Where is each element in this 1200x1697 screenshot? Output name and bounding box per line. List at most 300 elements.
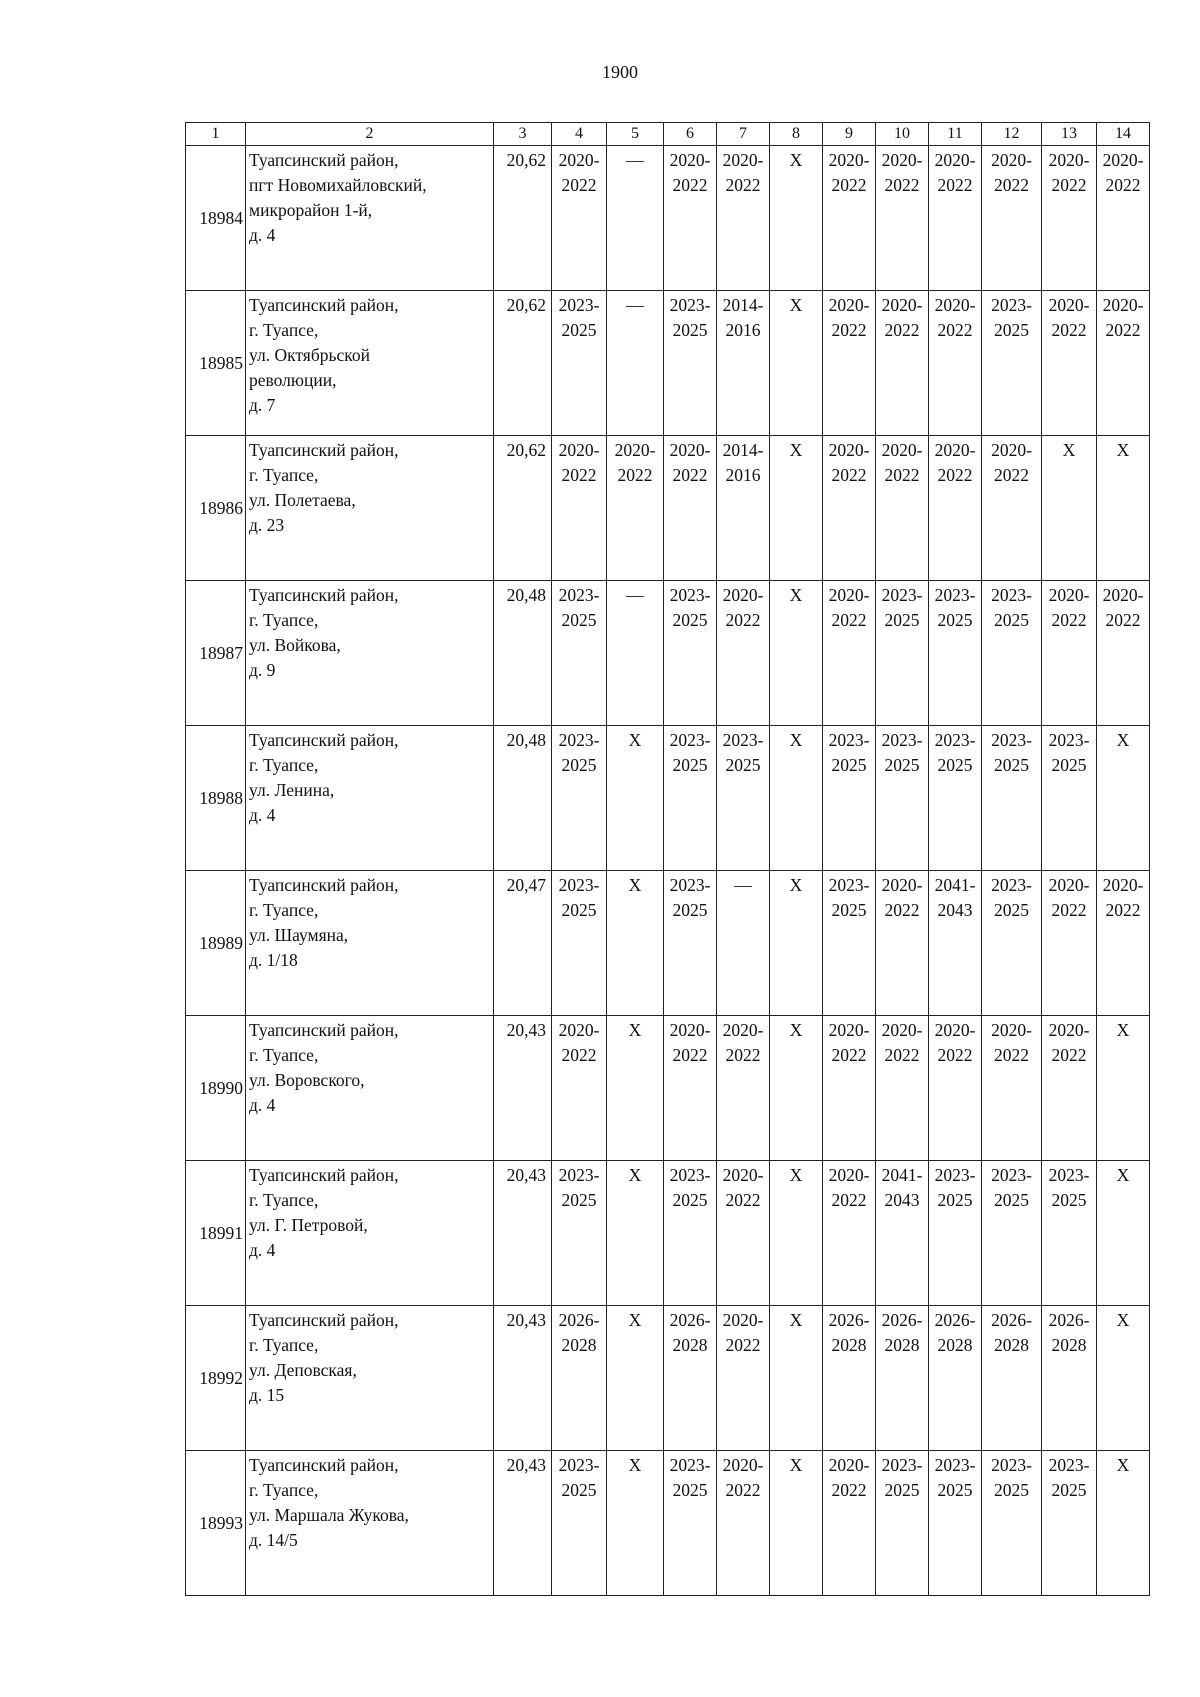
period-part: 2020- — [881, 295, 923, 315]
address-line: микрорайон 1-й, — [249, 200, 373, 220]
period-part: 2023- — [934, 585, 976, 605]
period-part: 2023- — [558, 1165, 600, 1185]
period-part: 2025 — [561, 610, 597, 630]
period-cell — [770, 291, 823, 436]
period-part: 2022 — [994, 175, 1029, 195]
area-cell: 20,43 — [494, 1016, 552, 1161]
period-cell — [607, 871, 664, 1016]
address-line: Туапсинский район, — [249, 585, 399, 605]
period-cell — [1097, 291, 1150, 436]
row-number: 18993 — [186, 1451, 246, 1596]
period-cell — [717, 1306, 770, 1451]
period-part: 2022 — [1051, 610, 1087, 630]
column-header: 2 — [246, 123, 494, 146]
table-body — [186, 146, 1150, 1596]
row-number: 18986 — [186, 436, 246, 581]
period-part: 2022 — [937, 465, 973, 485]
address-line: г. Туапсе, — [249, 465, 319, 485]
period-part: 2022 — [831, 1480, 867, 1500]
period-cell — [770, 1451, 823, 1596]
period-part: 2022 — [1105, 900, 1141, 920]
period-part: 2025 — [1051, 1480, 1087, 1500]
period-part: 2025 — [672, 900, 708, 920]
period-cell — [1042, 726, 1097, 871]
period-part: 2025 — [672, 1190, 708, 1210]
address-line: ул. Воровского, — [249, 1070, 365, 1090]
period-part: — — [626, 585, 644, 605]
period-cell — [1097, 1451, 1150, 1596]
period-part: 2025 — [884, 1480, 920, 1500]
period-part: Х — [789, 1455, 803, 1475]
period-cell — [664, 726, 717, 871]
column-header: 7 — [717, 123, 770, 146]
period-part: 2022 — [831, 610, 867, 630]
period-part: Х — [628, 875, 642, 895]
address-line: д. 15 — [249, 1385, 285, 1405]
period-cell — [876, 581, 929, 726]
period-part: 2023- — [1048, 730, 1090, 750]
period-part: 2023- — [669, 585, 711, 605]
period-part: 2022 — [725, 1045, 761, 1065]
address-line: Туапсинский район, — [249, 730, 399, 750]
period-part: 2020- — [991, 1020, 1032, 1040]
column-header: 11 — [929, 123, 982, 146]
period-part: 2028 — [884, 1335, 920, 1355]
period-cell — [1097, 871, 1150, 1016]
period-part: 2023- — [991, 585, 1032, 605]
column-header: 5 — [607, 123, 664, 146]
address-line: д. 9 — [249, 660, 276, 680]
period-part: 2022 — [561, 1045, 597, 1065]
period-cell — [876, 1306, 929, 1451]
address-line: г. Туапсе, — [249, 610, 319, 630]
period-cell — [823, 1451, 876, 1596]
address-line: г. Туапсе, — [249, 1045, 319, 1065]
period-cell — [770, 1306, 823, 1451]
period-part: 2022 — [937, 1045, 973, 1065]
address-line: д. 14/5 — [249, 1530, 298, 1550]
period-part: 2023- — [558, 1455, 600, 1475]
period-cell — [552, 1161, 607, 1306]
period-cell — [607, 1451, 664, 1596]
column-header: 6 — [664, 123, 717, 146]
period-part: 2020- — [881, 1020, 923, 1040]
period-part: Х — [789, 1020, 803, 1040]
row-number: 18992 — [186, 1306, 246, 1451]
period-cell — [552, 1016, 607, 1161]
column-header: 4 — [552, 123, 607, 146]
period-cell — [664, 1451, 717, 1596]
page-number: 1900 — [602, 62, 638, 82]
area-cell: 20,47 — [494, 871, 552, 1016]
address-line: д. 1/18 — [249, 950, 298, 970]
period-part: 2020- — [558, 440, 600, 460]
period-part: Х — [1116, 440, 1130, 460]
period-part: 2022 — [1105, 320, 1141, 340]
period-part: 2022 — [1105, 610, 1141, 630]
address-line: д. 23 — [249, 515, 285, 535]
period-part: 2023- — [991, 875, 1032, 895]
period-part: 2023- — [934, 730, 976, 750]
period-part: — — [626, 295, 644, 315]
table-row — [186, 1306, 1150, 1451]
period-part: 2026- — [669, 1310, 711, 1330]
period-cell — [1042, 1306, 1097, 1451]
period-part: 2023- — [991, 1455, 1032, 1475]
period-part: Х — [628, 1020, 642, 1040]
period-part: 2022 — [672, 175, 708, 195]
period-part: 2022 — [884, 465, 920, 485]
period-part: 2020- — [881, 440, 923, 460]
period-part: 2022 — [884, 320, 920, 340]
address-line: Туапсинский район, — [249, 440, 399, 460]
period-cell — [717, 871, 770, 1016]
period-cell — [823, 1306, 876, 1451]
period-cell — [1097, 1016, 1150, 1161]
table-row — [186, 871, 1150, 1016]
period-part: 2020- — [1102, 150, 1144, 170]
period-part: 2026- — [1048, 1310, 1090, 1330]
period-cell — [929, 726, 982, 871]
row-number: 18987 — [186, 581, 246, 726]
period-part: Х — [789, 730, 803, 750]
period-part: 2020- — [1048, 150, 1090, 170]
period-cell — [1097, 581, 1150, 726]
area-cell: 20,62 — [494, 291, 552, 436]
column-header: 1 — [186, 123, 246, 146]
period-cell — [552, 146, 607, 291]
period-cell — [929, 581, 982, 726]
period-cell — [607, 436, 664, 581]
area-cell: 20,48 — [494, 726, 552, 871]
table-row — [186, 1016, 1150, 1161]
period-part: 2025 — [994, 320, 1029, 340]
period-part: 2041- — [881, 1165, 923, 1185]
period-part: 2025 — [994, 900, 1029, 920]
area-cell: 20,62 — [494, 146, 552, 291]
address-line: д. 4 — [249, 1095, 276, 1115]
period-cell — [664, 291, 717, 436]
period-cell — [607, 1016, 664, 1161]
period-part: 2022 — [1051, 175, 1087, 195]
period-cell — [717, 436, 770, 581]
period-cell — [982, 1306, 1042, 1451]
period-part: — — [626, 150, 644, 170]
period-cell — [823, 1161, 876, 1306]
period-part: 2022 — [884, 1045, 920, 1065]
column-header: 8 — [770, 123, 823, 146]
period-cell — [1042, 871, 1097, 1016]
period-part: 2020- — [1102, 875, 1144, 895]
period-part: 2023- — [669, 730, 711, 750]
area-cell: 20,62 — [494, 436, 552, 581]
period-part: 2025 — [884, 755, 920, 775]
period-cell — [664, 1306, 717, 1451]
period-part: 2023- — [669, 1455, 711, 1475]
address-line: ул. Г. Петровой, — [249, 1215, 368, 1235]
period-cell — [770, 726, 823, 871]
period-cell — [552, 581, 607, 726]
column-header: 13 — [1042, 123, 1097, 146]
period-part: 2022 — [884, 175, 920, 195]
address-line: ул. Полетаева, — [249, 490, 356, 510]
period-cell — [552, 1451, 607, 1596]
period-part: 2020- — [828, 585, 870, 605]
address-cell — [246, 871, 494, 1016]
period-part: 2043 — [884, 1190, 920, 1210]
period-cell — [1042, 581, 1097, 726]
period-cell — [552, 1306, 607, 1451]
period-part: Х — [1116, 730, 1130, 750]
area-cell: 20,43 — [494, 1451, 552, 1596]
period-part: 2025 — [1051, 1190, 1087, 1210]
period-part: 2022 — [561, 175, 597, 195]
period-cell — [1042, 1161, 1097, 1306]
address-line: ул. Войкова, — [249, 635, 341, 655]
period-part: 2020- — [722, 1455, 764, 1475]
period-part: Х — [1062, 440, 1076, 460]
period-part: 2022 — [994, 1045, 1029, 1065]
period-part: 2023- — [669, 295, 711, 315]
period-part: 2022 — [831, 175, 867, 195]
period-part: 2025 — [994, 610, 1029, 630]
row-number: 18991 — [186, 1161, 246, 1306]
period-part: 2023- — [558, 295, 600, 315]
period-cell — [552, 436, 607, 581]
period-cell — [823, 581, 876, 726]
address-line: революции, — [249, 370, 337, 390]
period-cell — [929, 1306, 982, 1451]
period-part: 2023- — [881, 585, 923, 605]
period-part: 2020- — [614, 440, 656, 460]
period-part: 2022 — [725, 610, 761, 630]
period-part: 2025 — [725, 755, 761, 775]
period-part: 2023- — [558, 875, 600, 895]
period-cell — [770, 436, 823, 581]
period-cell — [717, 291, 770, 436]
table-row — [186, 581, 1150, 726]
period-cell — [552, 726, 607, 871]
period-cell — [664, 146, 717, 291]
period-part: 2022 — [994, 465, 1029, 485]
period-part: 2028 — [994, 1335, 1029, 1355]
period-cell — [929, 1161, 982, 1306]
period-part: Х — [789, 150, 803, 170]
period-cell — [664, 436, 717, 581]
period-cell — [823, 291, 876, 436]
area-cell: 20,48 — [494, 581, 552, 726]
period-cell — [982, 146, 1042, 291]
period-cell — [982, 291, 1042, 436]
address-line: г. Туапсе, — [249, 1190, 319, 1210]
period-part: 2014- — [722, 440, 764, 460]
address-cell — [246, 581, 494, 726]
address-line: ул. Шаумяна, — [249, 925, 349, 945]
address-line: г. Туапсе, — [249, 1335, 319, 1355]
period-part: 2028 — [1051, 1335, 1087, 1355]
period-part: 2020- — [558, 150, 600, 170]
period-part: 2020- — [934, 295, 976, 315]
period-part: 2020- — [934, 150, 976, 170]
period-cell — [876, 146, 929, 291]
column-header: 9 — [823, 123, 876, 146]
table-row — [186, 291, 1150, 436]
period-part: 2020- — [1102, 585, 1144, 605]
period-cell — [982, 1016, 1042, 1161]
period-part: 2023- — [934, 1455, 976, 1475]
period-part: 2025 — [561, 755, 597, 775]
address-cell — [246, 291, 494, 436]
period-part: 2026- — [828, 1310, 870, 1330]
period-cell — [717, 146, 770, 291]
address-line: ул. Деповская, — [249, 1360, 357, 1380]
period-part: 2020- — [934, 440, 976, 460]
period-cell — [607, 291, 664, 436]
period-part: Х — [628, 730, 642, 750]
period-part: 2025 — [561, 1480, 597, 1500]
address-cell — [246, 1306, 494, 1451]
period-part: Х — [789, 440, 803, 460]
period-part: 2022 — [725, 175, 761, 195]
period-cell — [823, 436, 876, 581]
period-part: 2028 — [831, 1335, 867, 1355]
period-part: 2025 — [937, 755, 973, 775]
period-part: 2014- — [722, 295, 764, 315]
period-cell — [876, 1016, 929, 1161]
period-part: 2023- — [558, 730, 600, 750]
period-cell — [770, 871, 823, 1016]
row-number: 18989 — [186, 871, 246, 1016]
period-part: 2022 — [884, 900, 920, 920]
period-cell — [552, 871, 607, 1016]
period-part: 2020- — [828, 1455, 870, 1475]
period-part: 2025 — [994, 1480, 1029, 1500]
period-cell — [770, 146, 823, 291]
period-cell — [664, 1016, 717, 1161]
address-line: д. 4 — [249, 225, 276, 245]
period-part: 2020- — [669, 150, 711, 170]
period-part: 2022 — [937, 320, 973, 340]
period-part: 2023- — [881, 730, 923, 750]
period-part: 2025 — [672, 320, 708, 340]
period-part: 2026- — [934, 1310, 976, 1330]
period-part: 2020- — [558, 1020, 600, 1040]
period-part: Х — [789, 875, 803, 895]
period-cell — [1042, 146, 1097, 291]
period-part: 2020- — [991, 440, 1032, 460]
period-part: 2020- — [828, 150, 870, 170]
period-part: 2020- — [1102, 295, 1144, 315]
period-part: 2020- — [828, 1165, 870, 1185]
period-part: 2023- — [1048, 1455, 1090, 1475]
period-part: 2023- — [1048, 1165, 1090, 1185]
table-header — [186, 123, 1150, 146]
period-part: 2022 — [725, 1335, 761, 1355]
period-cell — [1097, 146, 1150, 291]
period-part: 2022 — [561, 465, 597, 485]
address-line: д. 4 — [249, 805, 276, 825]
period-part: Х — [1116, 1455, 1130, 1475]
address-line: д. 4 — [249, 1240, 276, 1260]
table-row — [186, 726, 1150, 871]
period-cell — [823, 146, 876, 291]
period-part: 2025 — [561, 320, 597, 340]
period-cell — [1097, 1306, 1150, 1451]
period-cell — [717, 1016, 770, 1161]
period-cell — [823, 1016, 876, 1161]
period-cell — [1097, 436, 1150, 581]
period-part: 2020- — [669, 1020, 711, 1040]
table-row — [186, 1451, 1150, 1596]
period-cell — [552, 291, 607, 436]
period-cell — [982, 1451, 1042, 1596]
address-cell — [246, 1016, 494, 1161]
period-part: 2020- — [722, 1310, 764, 1330]
period-part: 2022 — [725, 1480, 761, 1500]
period-cell — [717, 1161, 770, 1306]
address-line: ул. Ленина, — [249, 780, 335, 800]
period-cell — [770, 1016, 823, 1161]
period-cell — [876, 1161, 929, 1306]
period-part: 2020- — [881, 875, 923, 895]
period-part: 2025 — [1051, 755, 1087, 775]
period-cell — [717, 726, 770, 871]
period-part: 2025 — [672, 755, 708, 775]
address-line: г. Туапсе, — [249, 755, 319, 775]
period-cell — [1042, 436, 1097, 581]
period-part: 2020- — [828, 1020, 870, 1040]
period-part: 2025 — [994, 755, 1029, 775]
period-part: Х — [789, 1165, 803, 1185]
period-cell — [1097, 1161, 1150, 1306]
period-part: 2026- — [881, 1310, 923, 1330]
period-part: 2023- — [934, 1165, 976, 1185]
address-line: ул. Маршала Жукова, — [249, 1505, 409, 1525]
period-part: 2022 — [937, 175, 973, 195]
period-part: 2025 — [994, 1190, 1029, 1210]
column-header: 12 — [982, 123, 1042, 146]
period-part: 2025 — [831, 900, 867, 920]
period-cell — [876, 726, 929, 871]
period-part: 2020- — [669, 440, 711, 460]
period-cell — [929, 291, 982, 436]
period-cell — [1097, 726, 1150, 871]
period-part: Х — [789, 295, 803, 315]
period-part: 2020- — [828, 295, 870, 315]
period-part: Х — [628, 1310, 642, 1330]
address-line: Туапсинский район, — [249, 1165, 399, 1185]
period-part: 2020- — [722, 1020, 764, 1040]
period-part: 2022 — [831, 320, 867, 340]
period-part: 2022 — [1051, 320, 1087, 340]
period-cell — [929, 436, 982, 581]
period-part: 2022 — [1051, 900, 1087, 920]
period-part: Х — [628, 1455, 642, 1475]
period-part: 2020- — [722, 1165, 764, 1185]
period-part: 2023- — [828, 875, 870, 895]
period-part: 2022 — [1105, 175, 1141, 195]
period-cell — [664, 1161, 717, 1306]
period-cell — [664, 581, 717, 726]
period-part: 2020- — [881, 150, 923, 170]
period-part: 2028 — [561, 1335, 597, 1355]
period-part: 2016 — [725, 320, 761, 340]
period-part: 2023- — [991, 1165, 1032, 1185]
address-line: Туапсинский район, — [249, 150, 399, 170]
period-cell — [823, 726, 876, 871]
period-part: 2022 — [725, 1190, 761, 1210]
period-cell — [607, 1161, 664, 1306]
